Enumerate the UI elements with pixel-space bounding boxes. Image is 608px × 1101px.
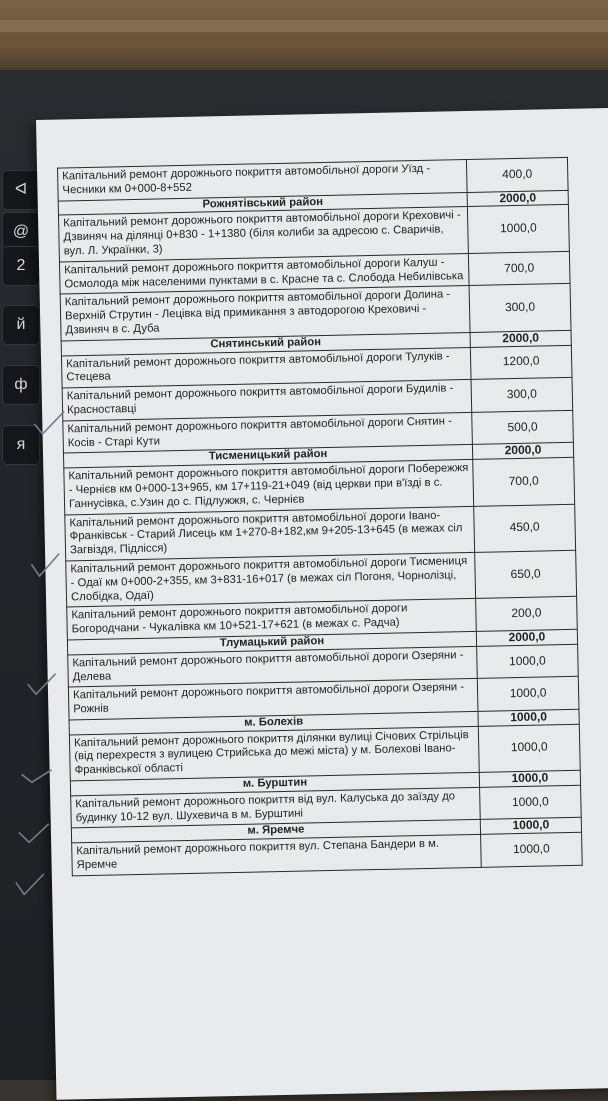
district-name: Тисменицький район (63, 445, 472, 468)
keyboard-key: я (2, 425, 40, 465)
amount-cell: 1000,0 (477, 644, 579, 679)
work-description: Капітальний ремонт дорожнього покриття автомобільної дороги Уїзд - Чесники км 0+000-8+552 (58, 159, 468, 200)
amount-cell: 1000,0 (467, 205, 569, 253)
district-total: 1000,0 (478, 709, 579, 726)
checkmark-icon (26, 670, 61, 697)
document-page (36, 108, 608, 1100)
work-description: Капітальний ремонт дорожнього покриття ділянки вулиці Січових Стрільців (від перехрестя з вулицею Стрийська до межі міста) у м. Болехові Івано-Франківської області (69, 726, 479, 781)
amount-cell: 500,0 (472, 410, 574, 445)
district-total: 2000,0 (467, 190, 568, 207)
work-description: Капітальний ремонт дорожнього покриття автомобільної дороги Богородчани - Чукалівка км 10+521-17+621 (в межах с. Радча) (67, 599, 477, 640)
work-description: Капітальний ремонт дорожнього покриття автомобільної дороги Долина - Верхній Струтин - Лецівка від примикання з автодорогою Креховичі - Дзвиняч в с. Дуба (60, 286, 470, 341)
keyboard-key: й (2, 305, 40, 345)
work-description: Капітальний ремонт дорожнього покриття автомобільної дороги Креховичі - Дзвиняч на ділянці 0+830 - 1+1380 (біля колиби за адресою с. Сваричів, вул. Л. Українки, 3) (59, 207, 469, 262)
checkmark-icon (19, 760, 54, 787)
work-description: Капітальний ремонт дорожнього покриття автомобільної дороги Івано-Франківськ - Старий Лисець км 1+270-8+182,км 9+205-13+645 (в межах сіл Загвіздя, Підлісся) (65, 506, 475, 561)
amount-cell: 1000,0 (480, 785, 582, 820)
district-total: 2000,0 (472, 443, 573, 460)
district-name: м. Болехів (69, 711, 478, 734)
amount-cell: 1000,0 (478, 724, 580, 772)
keyboard-key: @ (2, 212, 40, 252)
work-description: Капітальний ремонт дорожнього покриття автомобільної дороги Озеряни - Рожнів (68, 679, 478, 720)
checkmark-icon (14, 870, 49, 897)
work-description: Капітальний ремонт дорожнього покриття автомобільної дороги Побережжя - Чернієв км 0+000-13+965, км 17+119-21+049 (від церкви при в'їзді в с. Ганнусівка, с.Узин до с. Підлужжя, с. Чернієв (64, 460, 474, 515)
keyboard-key: ᐊ (2, 170, 40, 210)
work-description: Капітальний ремонт дорожнього покриття автомобільної дороги Тисмениця - Одаї км 0+000-2+355, км 3+831-16+017 (в межах сіл Погоня, Чорнолізці, Слобідка, Одаї) (66, 552, 476, 607)
work-description: Капітальний ремонт дорожнього покриття вул. Степана Бандери в м. Яремче (72, 835, 482, 876)
district-total: 1000,0 (479, 770, 580, 787)
district-total: 2000,0 (470, 330, 571, 347)
work-description: Капітальний ремонт дорожнього покриття автомобільної дороги Тулуків - Стецева (61, 347, 471, 388)
checkmark-icon (29, 552, 64, 579)
amount-cell: 1200,0 (470, 345, 572, 380)
amount-cell: 200,0 (476, 597, 578, 632)
desk-edge (0, 20, 608, 32)
checkmark-icon (32, 409, 67, 436)
amount-cell: 700,0 (473, 457, 575, 505)
work-description: Капітальний ремонт дорожнього покриття автомобільної дороги Озеряни - Делева (68, 646, 478, 687)
district-name: Рожнятівський район (58, 192, 467, 215)
district-name: Тлумацький район (67, 631, 476, 654)
work-description: Капітальний ремонт дорожнього покриття автомобільної дороги Будилів - Красноставці (62, 380, 472, 421)
work-description: Капітальний ремонт дорожнього покриття автомобільної дороги Снятин - Косів - Старі Кути (63, 412, 473, 453)
district-name: м. Яремче (71, 820, 480, 843)
district-total: 2000,0 (476, 629, 577, 646)
district-name: Снятинський район (61, 332, 470, 355)
desk-surface (0, 0, 608, 80)
amount-cell: 400,0 (466, 157, 568, 192)
checkmark-icon (17, 820, 52, 847)
road-repair-table (57, 157, 583, 876)
amount-cell: 1000,0 (477, 677, 579, 712)
amount-cell: 300,0 (469, 284, 571, 332)
amount-cell: 700,0 (468, 251, 570, 286)
district-name: м. Бурштин (70, 772, 479, 795)
amount-cell: 450,0 (474, 504, 576, 552)
work-description: Капітальний ремонт дорожнього покриття автомобільної дороги Калуш - Осмолода між населеними пунктами в с. Красне та с. Слобода Небилівська (59, 253, 469, 294)
amount-cell: 1000,0 (481, 832, 583, 867)
amount-cell: 650,0 (475, 550, 577, 598)
keyboard-key: 2 (2, 246, 40, 286)
keyboard-key: ф (2, 365, 40, 405)
work-description: Капітальний ремонт дорожнього покриття від вул. Калуська до заїзду до будинку 10-12 вул. Шухевича в м. Бурштині (71, 787, 481, 828)
amount-cell: 300,0 (471, 377, 573, 412)
district-total: 1000,0 (480, 818, 581, 835)
